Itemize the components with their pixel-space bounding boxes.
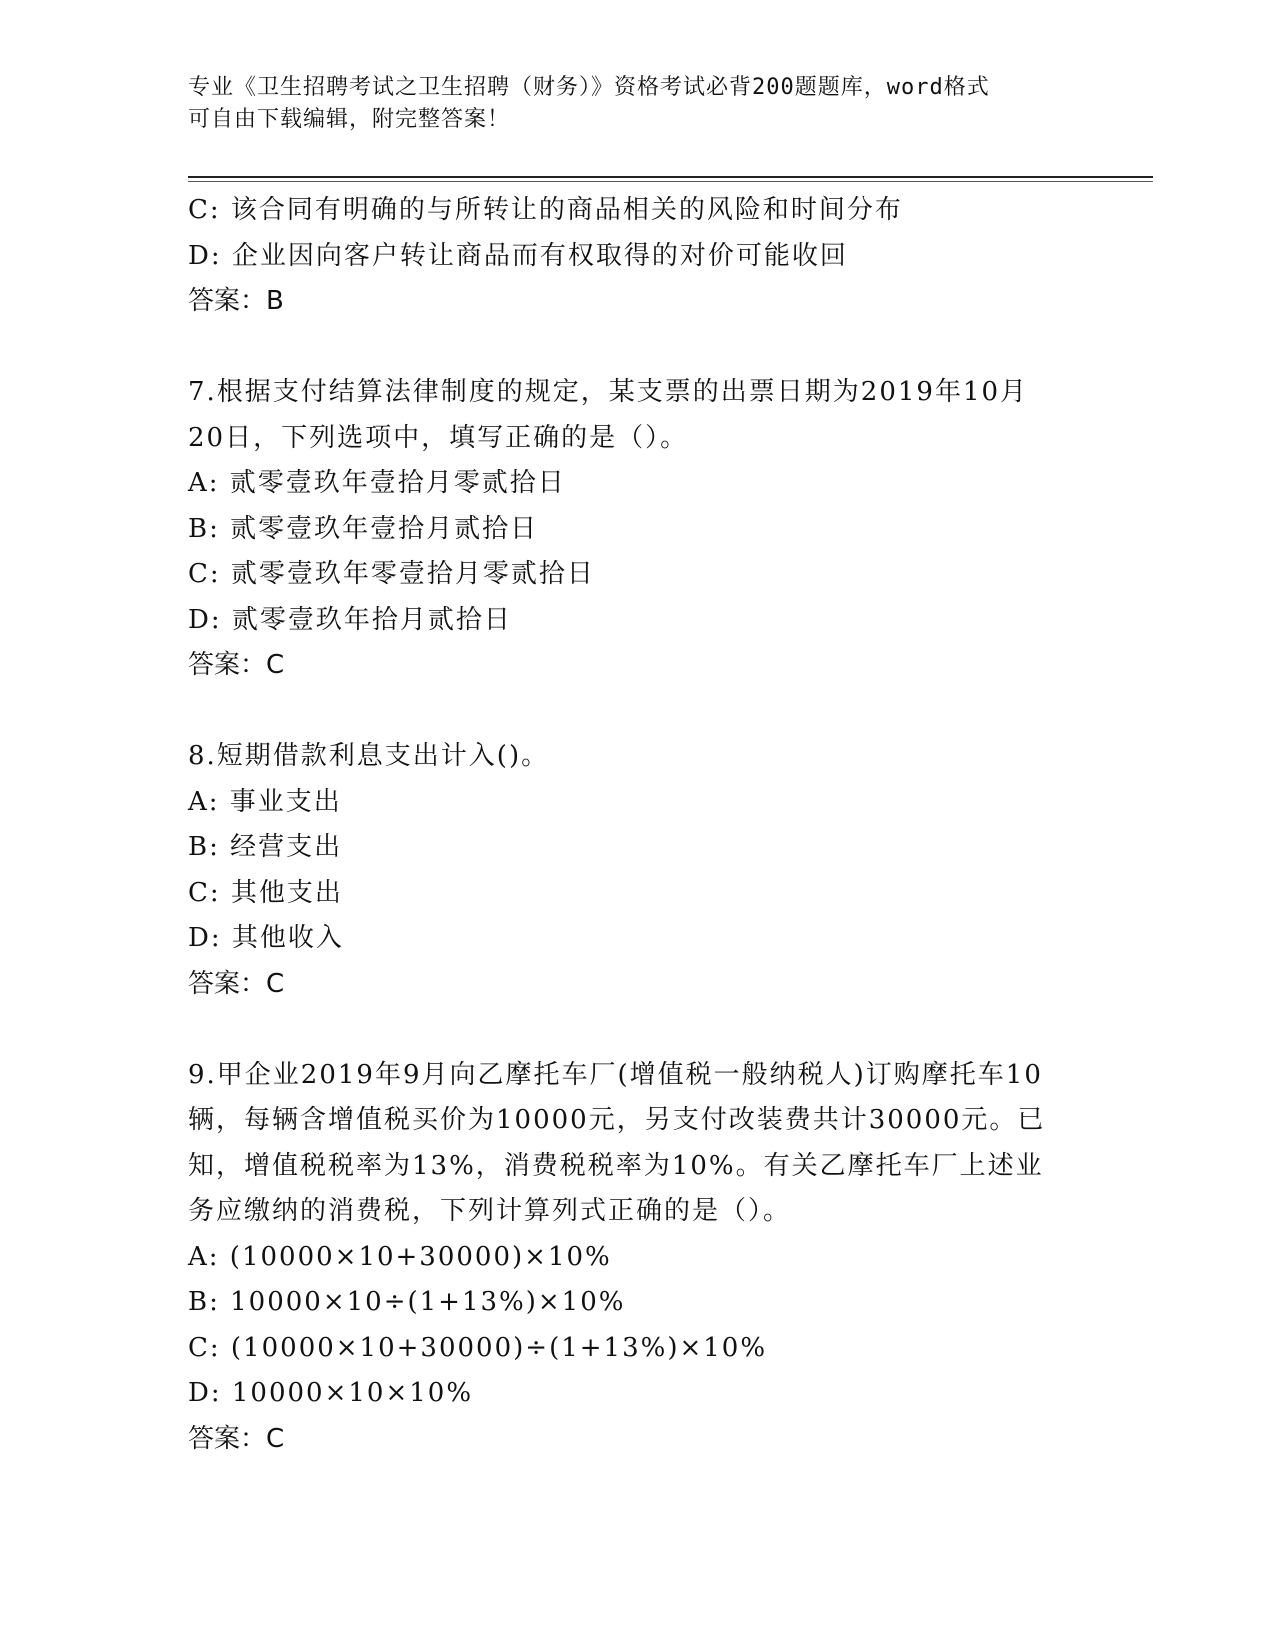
question-stem: 辆，每辆含增值税买价为10000元，另支付改装费共计30000元。已 (188, 1105, 1046, 1135)
answer: 答案：C (188, 650, 285, 680)
question-9 (188, 1053, 1088, 1463)
question-stem: 知，增值税税率为13%，消费税税率为10%。有关乙摩托车厂上述业 (188, 1150, 1044, 1181)
header-title-line-1: 专业《卫生招聘考试之卫生招聘（财务）》资格考试必背200题题库，word格式 (188, 75, 990, 100)
option-b: B: 经营支出 (188, 832, 343, 862)
document-header (188, 72, 1088, 136)
option-d: D: 贰零壹玖年拾月贰拾日 (188, 604, 512, 635)
option-d: D: 企业因向客户转让商品而有权取得的对价可能收回 (188, 240, 848, 271)
question-stem: 20日，下列选项中，填写正确的是（）。 (188, 422, 689, 453)
spacer (188, 689, 1088, 735)
question-6-tail (188, 188, 1088, 325)
answer: 答案：B (188, 286, 284, 316)
option-b: B: 10000×10÷(1+13%)×10% (188, 1287, 626, 1317)
question-list (188, 188, 1088, 1462)
answer: 答案：C (188, 968, 285, 999)
question-stem: 7.根据支付结算法律制度的规定，某支票的出票日期为2019年10月 (188, 377, 1029, 407)
option-d: D: 10000×10×10% (188, 1378, 474, 1408)
answer: 答案：C (188, 1423, 285, 1454)
header-divider-thick (188, 176, 1153, 178)
question-7 (188, 370, 1088, 689)
question-stem: 务应缴纳的消费税，下列计算列式正确的是（）。 (188, 1196, 792, 1226)
option-c: C: (10000×10+30000)÷(1+13%)×10% (188, 1332, 768, 1363)
option-a: A: 贰零壹玖年壹拾月零贰拾日 (188, 468, 566, 498)
header-divider-thin (188, 181, 1153, 182)
option-c: C: 贰零壹玖年零壹拾月零贰拾日 (188, 559, 595, 589)
question-stem: 9.甲企业2019年9月向乙摩托车厂(增值税一般纳税人)订购摩托车10 (188, 1059, 1043, 1090)
question-stem: 8.短期借款利息支出计入()。 (188, 741, 550, 771)
question-8 (188, 734, 1088, 1007)
spacer (188, 1007, 1088, 1053)
option-d: D: 其他收入 (188, 923, 344, 953)
option-a: A: 事业支出 (188, 786, 342, 817)
option-a: A: (10000×10+30000)×10% (188, 1241, 612, 1272)
spacer (188, 325, 1088, 371)
header-title-line-2: 可自由下载编辑，附完整答案！ (188, 107, 511, 132)
option-c: C: 该合同有明确的与所转让的商品相关的风险和时间分布 (188, 195, 903, 225)
option-c: C: 其他支出 (188, 877, 343, 908)
option-b: B: 贰零壹玖年壹拾月贰拾日 (188, 513, 539, 544)
